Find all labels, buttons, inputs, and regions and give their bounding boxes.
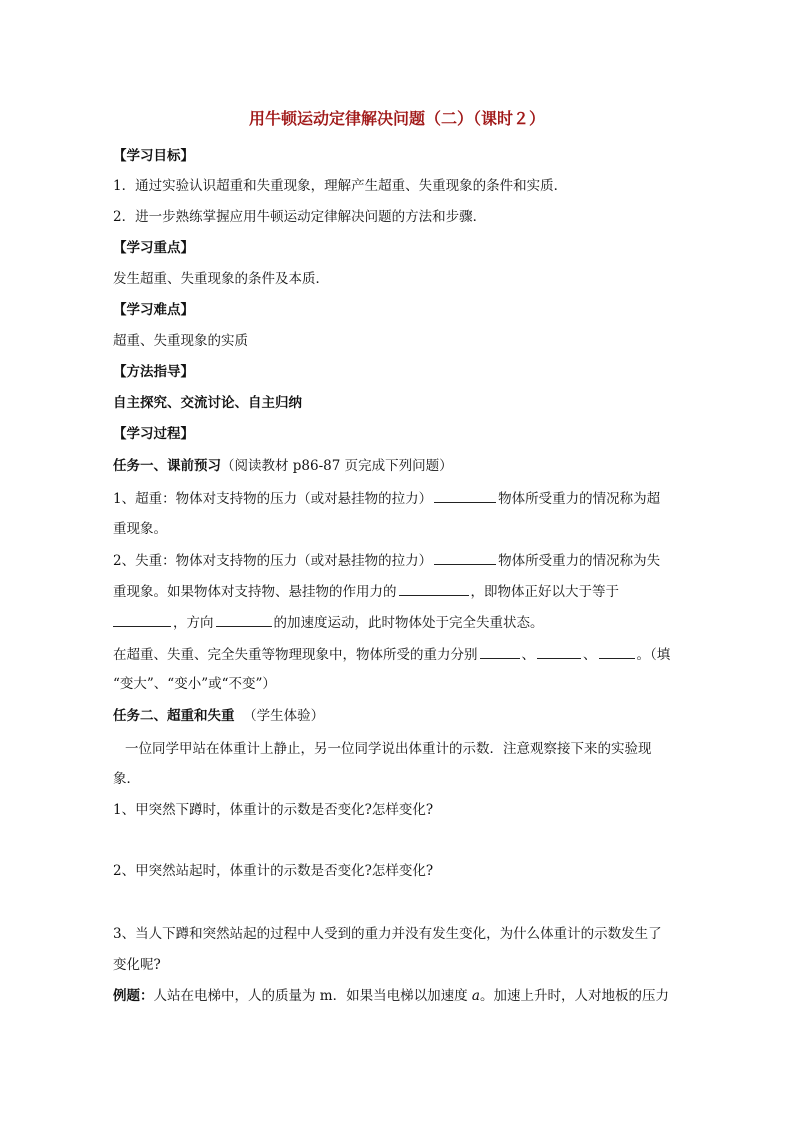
page-title: 用牛顿运动定律解决问题（二）（课时２）: [248, 109, 545, 128]
separator: 、: [521, 647, 535, 663]
fill-blank[interactable]: [599, 645, 635, 659]
task2-question-2: 2、甲突然站起时，体重计的示数是否变化?怎样变化?: [113, 863, 434, 879]
task1-label: 任务一、课前预习: [113, 458, 221, 474]
task1-item3-text-cont: 。（填: [636, 647, 671, 663]
task1-item3-text: 在超重、失重、完全失重等物理现象中，物体所受的重力分别: [113, 647, 478, 663]
task2-note: （学生体验）: [243, 708, 325, 724]
example-text-cont: 。加速上升时，人对地板的压力: [479, 988, 669, 1004]
task1-item2-text-5: 的加速度运动，此时物体处于完全失重状态。: [273, 615, 544, 631]
task1-item1-line2: 重现象。: [113, 521, 167, 537]
task1-item2-line3: [113, 613, 544, 632]
task1-item3-line2: “变大”、“变小”或“不变”）: [113, 676, 276, 692]
task1-note: （阅读教材 p86-87 页完成下列问题）: [221, 458, 453, 474]
process-heading: 【学习过程】: [113, 426, 194, 442]
task1-header: [113, 457, 453, 475]
goal-item-1: 1．通过实验认识超重和失重现象，理解产生超重、失重现象的条件和实质．: [113, 178, 568, 194]
task2-question-3-line1: 3、当人下蹲和突然站起的过程中人受到的重力并没有发生变化，为什么体重计的示数发生了: [113, 926, 662, 942]
task2-question-1: 1、甲突然下蹲时，体重计的示数是否变化?怎样变化?: [113, 802, 434, 818]
task1-item2-line1: [113, 551, 660, 570]
difficult-points-heading: 【学习难点】: [113, 302, 194, 318]
task1-item2-text: 2、失重：物体对支持物的压力（或对悬挂物的拉力）: [113, 553, 433, 569]
example-text: 人站在电梯中，人的质量为 m．如果当电梯以加速度: [153, 988, 468, 1004]
task1-item3-line1: [113, 645, 670, 664]
method-heading: 【方法指导】: [113, 364, 194, 380]
method-text: 自主探究、交流讨论、自主归纳: [113, 395, 302, 411]
example-label: 例题：: [113, 988, 154, 1004]
example-variable: a: [471, 988, 480, 1004]
task2-intro-line1: 一位同学甲站在体重计上静止，另一位同学说出体重计的示数．注意观察接下来的实验现: [125, 741, 652, 757]
fill-blank[interactable]: [399, 582, 469, 596]
task1-item1-line1: [113, 489, 660, 508]
separator: 、: [583, 647, 597, 663]
task1-item2-text-cont: 物体所受重力的情况称为失: [498, 553, 661, 569]
fill-blank[interactable]: [434, 489, 496, 503]
example-line: [113, 987, 669, 1005]
task2-question-3-line2: 变化呢?: [113, 957, 161, 973]
task1-item2-line2: [113, 582, 619, 601]
key-points-text: 发生超重、失重现象的条件及本质．: [113, 271, 329, 287]
task1-item1-text-cont: 物体所受重力的情况称为超: [498, 491, 661, 507]
fill-blank[interactable]: [216, 613, 272, 627]
key-points-heading: 【学习重点】: [113, 240, 194, 256]
goals-heading: 【学习目标】: [113, 148, 194, 164]
task1-item1-text: 1、超重：物体对支持物的压力（或对悬挂物的拉力）: [113, 491, 433, 507]
task2-label: 任务二、超重和失重: [113, 708, 235, 724]
goal-item-2: 2．进一步熟练掌握应用牛顿运动定律解决问题的方法和步骤．: [113, 209, 487, 225]
fill-blank[interactable]: [113, 613, 171, 627]
fill-blank[interactable]: [480, 645, 520, 659]
task1-item2-text-4: ，方向: [173, 615, 214, 631]
task2-header: [113, 707, 324, 725]
fill-blank[interactable]: [537, 645, 581, 659]
task2-intro-line2: 象．: [113, 771, 140, 787]
difficult-points-text: 超重、失重现象的实质: [113, 333, 248, 349]
task1-item2-text-2: 重现象。如果物体对支持物、悬挂物的作用力的: [113, 584, 397, 600]
task1-item2-text-3: ，即物体正好以大于等于: [470, 584, 619, 600]
fill-blank[interactable]: [434, 551, 496, 565]
